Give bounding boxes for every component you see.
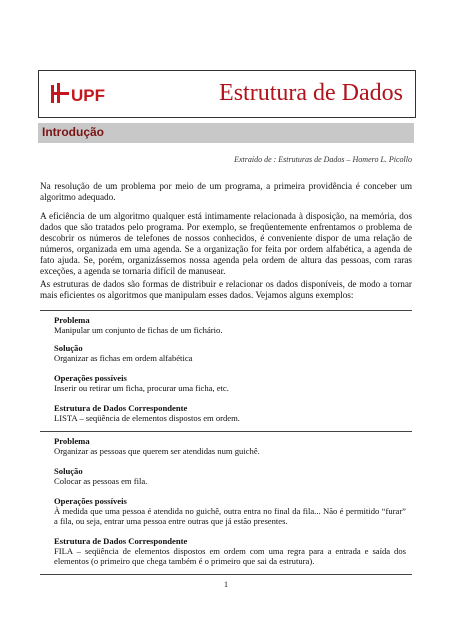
upf-logo [49,81,119,107]
solution-item [54,466,406,486]
solution-text: Organizar as fichas em ordem alfabética [54,353,193,363]
footer-divider [40,574,412,575]
source-citation: Extraído de : Estruturas de Dados – Homero L. Picollo [234,155,412,164]
structure-item [54,536,406,566]
structure-text: LISTA – seqüência de elementos dispostos em ordem. [54,413,240,423]
example-block-2 [40,431,412,568]
section-title: Introdução [42,125,104,139]
problem-text: Manipular um conjunto de fichas de um fichário. [54,325,223,335]
solution-label: Solução [54,466,83,476]
operations-label: Operações possíveis [54,373,127,383]
solution-text: Colocar as pessoas em fila. [54,476,148,486]
operations-text: À medida que uma pessoa é atendida no guichê, outra entra no final da fila... Não é permitido “furar” a fila, ou seja, entrar uma pessoa entre outras que já estão presentes. [54,506,406,526]
problem-label: Problema [54,436,90,446]
solution-item [54,343,406,363]
problem-label: Problema [54,315,90,325]
section-header-bar [38,123,414,143]
paragraph-1: Na resolução de um problema por meio de um programa, a primeira providência é conceber um algoritmo adequado. [40,181,412,202]
structure-text: FILA – seqüência de elementos dispostos em ordem com uma regra para a entrada e saída dos elementos (o primeiro que chega também é o primeiro que sai da estrutura). [54,546,406,566]
paragraph-3: As estruturas de dados são formas de distribuir e relacionar os dados disponíveis, de modo a tornar mais eficientes os algoritmos que manipulam esses dados. Vejamos alguns exemplos: [40,279,412,300]
logo-text: UPF [71,86,105,105]
operations-text: Inserir ou retirar um ficha, procurar uma ficha, etc. [54,383,229,393]
paragraph-2: A eficiência de um algoritmo qualquer está intimamente relacionada à disposição, na memória, dos dados que são tratados pelo programa. Por exemplo, se freqüentemente enfrentamos o problema de descobrir os números de telefones de nossos conhecidos, é conveniente dispor de uma relação de números, organizada em uma agenda. Se a organização for feita por ordem alfabética, a agenda de fato ajuda. Se, porém, organizássemos nossa agenda pela ordem de altura das pessoas, com raras exceções, a agenda se tornaria difícil de manusear. [40,211,412,276]
operations-item [54,496,406,526]
structure-item [54,403,406,423]
problem-item [54,436,406,456]
example-block-1 [40,310,412,426]
document-title: Estrutura de Dados [219,80,403,106]
operations-label: Operações possíveis [54,496,127,506]
header-box [38,70,416,118]
structure-label: Estrutura de Dados Correspondente [54,536,188,546]
page-number: 1 [224,580,228,589]
solution-label: Solução [54,343,83,353]
problem-item [54,315,406,335]
structure-label: Estrutura de Dados Correspondente [54,403,188,413]
problem-text: Organizar as pessoas que querem ser atendidas num guichê. [54,446,260,456]
operations-item [54,373,406,393]
